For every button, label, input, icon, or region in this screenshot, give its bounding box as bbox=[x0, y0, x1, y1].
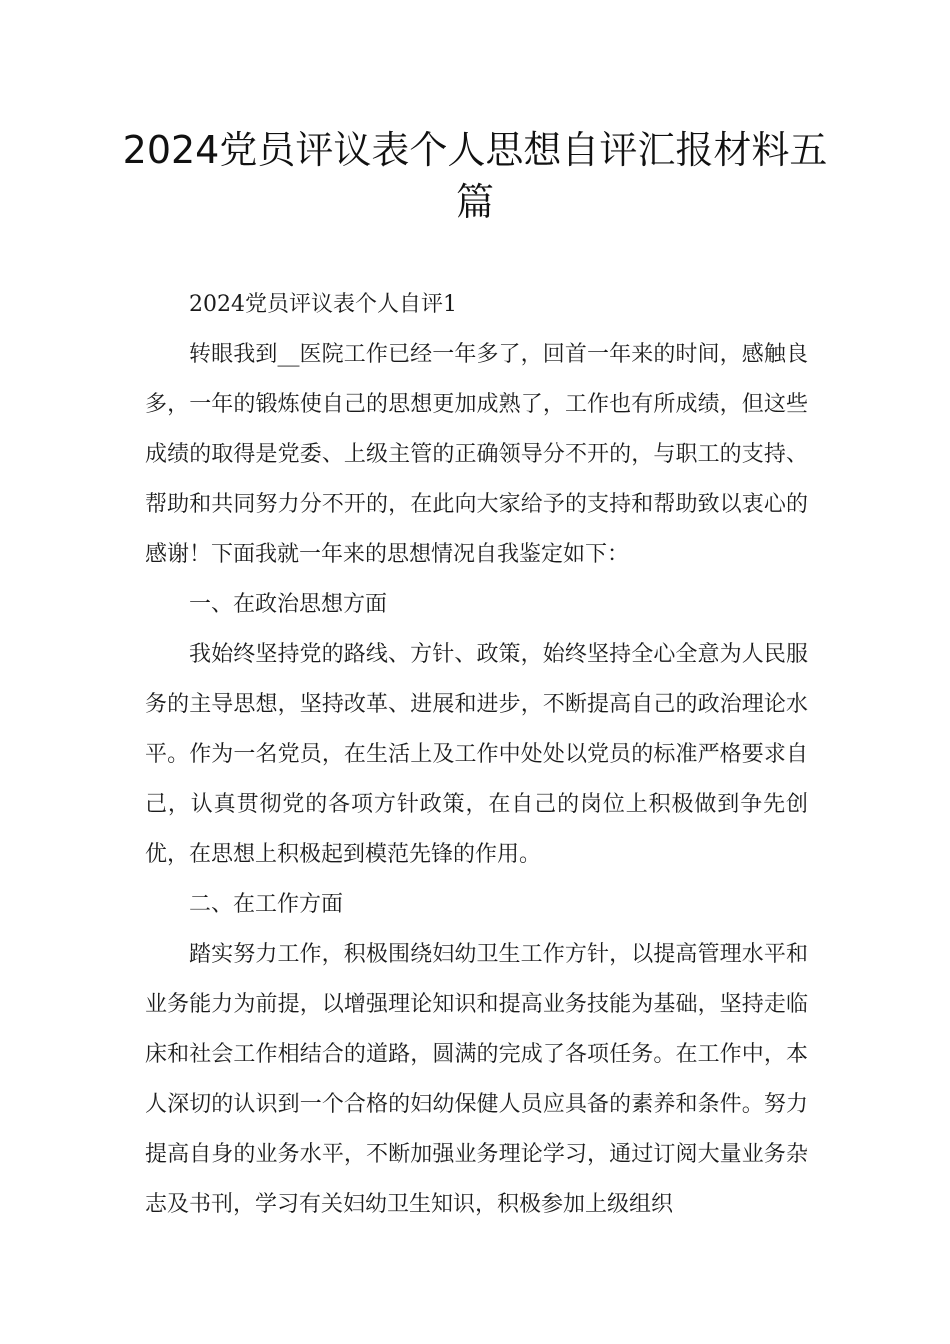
section-heading-work: 二、在工作方面 bbox=[189, 892, 344, 917]
document-body bbox=[145, 280, 808, 1230]
document-title: 2024党员评议表个人思想自评汇报材料五篇 bbox=[122, 128, 828, 224]
section-heading-self-review-1: 2024党员评议表个人自评1 bbox=[189, 292, 457, 317]
paragraph-political-thought: 我始终坚持党的路线、方针、政策，始终坚持全心全意为人民服务的主导思想，坚持改革、进展和进步，不断提高自己的政治理论水平。作为一名党员，在生活上及工作中处处以党员的标准严格要求自己，认真贯彻党的各项方针政策，在自己的岗位上积极做到争先创优，在思想上积极起到模范先锋的作用。 bbox=[145, 642, 808, 867]
section-heading-political-thought: 一、在政治思想方面 bbox=[189, 592, 388, 617]
paragraph-work: 踏实努力工作，积极围绕妇幼卫生工作方针，以提高管理水平和业务能力为前提，以增强理论知识和提高业务技能为基础，坚持走临床和社会工作相结合的道路，圆满的完成了各项任务。在工作中，本人深切的认识到一个合格的妇幼保健人员应具备的素养和条件。努力提高自身的业务水平，不断加强业务理论学习，通过订阅大量业务杂志及书刊，学习有关妇幼卫生知识，积极参加上级组织 bbox=[145, 942, 808, 1217]
paragraph-introduction: 转眼我到__医院工作已经一年多了，回首一年来的时间，感触良多，一年的锻炼使自己的思想更加成熟了，工作也有所成绩，但这些成绩的取得是党委、上级主管的正确领导分不开的，与职工的支持、帮助和共同努力分不开的，在此向大家给予的支持和帮助致以衷心的感谢！下面我就一年来的思想情况自我鉴定如下： bbox=[145, 342, 808, 567]
